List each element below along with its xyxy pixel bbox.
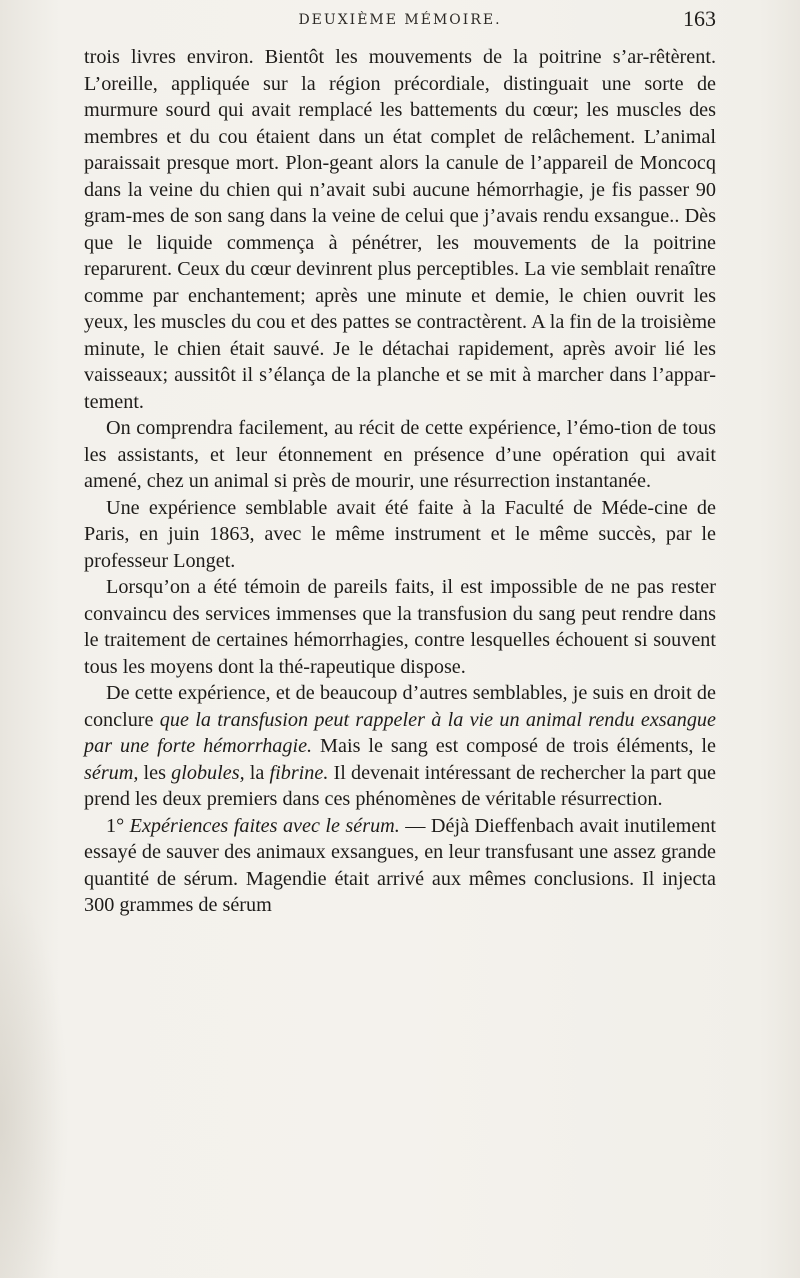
page-number: 163 [683,6,716,31]
page-header [84,6,716,34]
paper-stain [0,880,70,1278]
paragraph-3 [84,495,716,575]
text-segment: 1° [106,814,130,837]
italic-text-segment: sérum, [84,761,139,784]
text-segment: les [138,761,172,784]
paragraph-6 [84,813,716,919]
paragraph-5 [84,680,716,813]
text-segment: Mais le sang est composé de trois éléments, le [312,735,716,757]
paragraph-4 [84,574,716,680]
text-segment: De cette expérience, et de beaucoup d’autres semblables, je suis en droit de conclure [84,682,716,731]
running-head: DEUXIÈME MÉMOIRE. [298,12,502,28]
paragraph-1 [84,44,716,415]
text-segment: Lorsqu’on a été témoin de pareils faits, il est impossible de ne pas rester convaincu des services immenses que la transfusion du sang peut rendre dans le traitement de certaines hémorrhagies, contre lesquelles échouent si souvent tous les moyens dont la thé-rapeutique dispose. [84,576,716,678]
body-text [84,44,716,919]
text-segment: la [244,761,270,784]
text-segment: On comprendra facilement, au récit de cette expérience, l’émo-tion de tous les assistants, et leur étonnement en présence d’une opération qui avait amené, chez un animal si près de mourir, une résurrection instantanée. [84,417,716,492]
italic-text-segment: fibrine. [269,761,329,784]
text-segment: — Déjà Dieffenbach avait inutilement essayé de sauver des animaux exsangues, en leur transfusant une assez grande quantité de sérum. Magendie était arrivé aux mêmes conclusions. Il injecta 300 grammes de sérum [84,814,716,916]
text-segment: trois livres environ. Bientôt les mouvements de la poitrine s’ar-rêtèrent. L’oreille, appliquée sur la région précordiale, distinguait une sorte de murmure sourd qui avait remplacé les battements du cœur; les muscles des membres et du cou étaient dans un état complet de relâchement. L’animal paraissait presque mort. Plon-geant alors la canule de l’appareil de Moncocq dans la veine du chien qui n’avait subi aucune hémorrhagie, je fis passer 90 gram-mes de son sang dans la veine de celui que j’avais rendu exsangue.. Dès que le liquide commença à pénétrer, les mouvements de la poitrine reparurent. Ceux du cœur devinrent plus perceptibles. La vie semblait renaître comme par enchantement; après une minute et demie, le chien ouvrit les yeux, les muscles du cou et des pattes se contractèrent. A la fin de la troisième minute, le chien était sauvé. Je le détachai rapidement, après avoir lié les vaisseaux; aussitôt il s’élança de la planche et se mit à marcher dans l’appar-tement. [84,46,716,413]
text-segment: Il devenait intéressant de rechercher la part que prend les deux premiers dans ces phénomènes de véritable résurrection. [84,761,716,810]
text-segment: Une expérience semblable avait été faite à la Faculté de Méde-cine de Paris, en juin 1863, avec le même instrument et le même succès, par le professeur Longet. [84,496,716,572]
italic-text-segment: que la transfusion peut rappeler à la vie un animal rendu exsangue par une forte hémorrhagie. [84,708,716,757]
italic-text-segment: Expériences faites avec le sérum. [129,814,400,837]
italic-text-segment: globules, [171,761,245,784]
paragraph-2 [84,415,716,495]
